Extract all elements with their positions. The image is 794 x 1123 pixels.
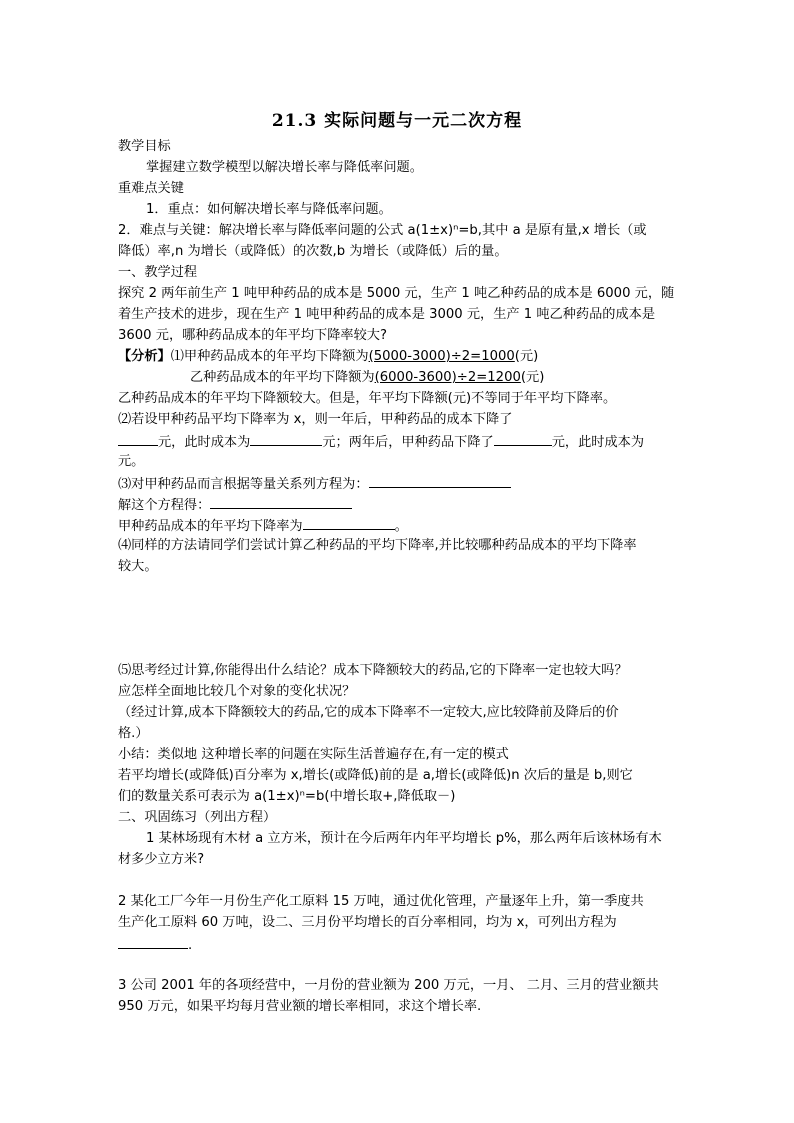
exercise-3-line1: 3 公司 2001 年的各项经营中，一月份的营业额为 200 万元，一月、 二月、三月的营业额共: [118, 978, 659, 993]
analysis-1-value: (5000-3000)÷2=1000: [368, 349, 515, 364]
exercise-1-line1: 1 某林场现有木材 a 立方米，预计在今后两年内年平均增长 p%，那么两年后该林场有木: [146, 831, 662, 846]
question-2-line3: 元。: [118, 454, 145, 469]
question-3-line3: [118, 515, 408, 537]
answer-blank[interactable]: [210, 494, 352, 509]
summary-line2: 若平均增长(或降低)百分率为 x,增长(或降低)前的是 a,增长(或降低)n 次后的量是 b,则它: [118, 768, 633, 783]
question-2-text-c: 元，此时成本为: [551, 435, 645, 450]
exercise-1-line2: 材多少立方米?: [118, 852, 205, 867]
answer-blank[interactable]: [250, 431, 322, 446]
question-3-rate-label: 甲种药品成本的年平均下降率为: [118, 519, 303, 534]
analysis-tag: 【分析】: [118, 349, 171, 364]
question-2-text-a: 元，此时成本为: [158, 435, 251, 450]
question-3-solve-label: 解这个方程得：: [118, 498, 211, 513]
answer-blank[interactable]: [303, 515, 395, 530]
analysis-line3: 乙种药品成本的年平均下降额较大。但是，年平均下降额(元)不等同于年平均下降率。: [118, 391, 617, 406]
analysis-2-unit: (元): [520, 370, 545, 385]
question-2-line1: ⑵若设甲种药品平均下降率为 x，则一年后，甲种药品的成本下降了: [118, 412, 513, 427]
question-3-end: 。: [394, 519, 408, 534]
analysis-2-prefix: 乙种药品成本的年平均下降额为: [190, 370, 375, 385]
explore-line3: 3600 元，哪种药品成本的年平均下降率较大?: [118, 328, 387, 343]
goals-heading: 教学目标: [118, 139, 171, 154]
question-4-line2: 较大。: [118, 559, 158, 574]
answer-blank[interactable]: [494, 431, 552, 446]
question-3-equation-label: ⑶对甲种药品而言根据等量关系列方程为：: [118, 477, 369, 492]
key-point-2-line2: 降低）率,n 为增长（或降低）的次数,b 为增长（或降低）后的量。: [118, 244, 508, 259]
key-points-heading: 重难点关键: [118, 181, 184, 196]
exercise-2-end: .: [188, 938, 193, 953]
goals-text: 掌握建立数学模型以解决增长率与降低率问题。: [146, 160, 423, 175]
answer-blank[interactable]: [118, 934, 188, 949]
analysis-1-prefix: ⑴甲种药品成本的年平均下降额为: [170, 349, 369, 364]
question-5-line3: （经过计算,成本下降额较大的药品,它的成本下降率不一定较大,应比较降前及降后的价: [118, 705, 619, 720]
answer-blank[interactable]: [118, 431, 158, 446]
question-3-line2: [118, 494, 352, 516]
exercise-3-line2: 950 万元，如果平均每月营业额的增长率相同，求这个增长率.: [118, 999, 482, 1014]
summary-line3: 们的数量关系可表示为 a(1±x)ⁿ=b(中增长取+,降低取－): [118, 789, 456, 804]
page-title: 21.3 实际问题与一元二次方程: [271, 111, 523, 131]
analysis-1-unit: (元): [514, 349, 539, 364]
summary-line1: 小结：类似地 这种增长率的问题在实际生活普遍存在,有一定的模式: [118, 747, 509, 762]
explore-line1: 探究 2 两年前生产 1 吨甲种药品的成本是 5000 元，生产 1 吨乙种药品的成本是 6000 元，随: [118, 286, 675, 301]
answer-blank[interactable]: [369, 473, 511, 488]
question-2-text-b: 元；两年后，甲种药品下降了: [322, 435, 494, 450]
analysis-line2: [190, 368, 544, 388]
process-heading: 一、教学过程: [118, 265, 198, 280]
question-4-line1: ⑷同样的方法请同学们尝试计算乙种药品的平均下降率,并比较哪种药品成本的平均下降率: [118, 538, 637, 553]
exercise-2-line2: 生产化工原料 60 万吨，设二、三月份平均增长的百分率相同，均为 x，可列出方程为: [118, 915, 617, 930]
practice-heading: 二、巩固练习（列出方程）: [118, 810, 277, 825]
key-point-2-line1: 2．难点与关键：解决增长率与降低率问题的公式 a(1±x)ⁿ=b,其中 a 是原有量,x 增长（或: [118, 223, 647, 238]
analysis-2-value: (6000-3600)÷2=1200: [374, 370, 521, 385]
exercise-2-line1: 2 某化工厂今年一月份生产化工原料 15 万吨，通过优化管理，产量逐年上升，第一季度共: [118, 894, 644, 909]
explore-line2: 着生产技术的进步，现在生产 1 吨甲种药品的成本是 3000 元，生产 1 吨乙种药品的成本是: [118, 307, 656, 322]
question-5-line4: 格.）: [118, 726, 149, 741]
question-2-line2: [118, 431, 644, 453]
analysis-line1: [118, 347, 538, 367]
exercise-2-line3: [118, 934, 192, 956]
key-point-1: 1．重点：如何解决增长率与降低率问题。: [146, 202, 392, 217]
question-5-line2: 应怎样全面地比较几个对象的变化状况？: [118, 684, 356, 699]
question-5-line1: ⑸思考经过计算,你能得出什么结论？成本下降额较大的药品,它的下降率一定也较大吗？: [118, 663, 628, 678]
question-3-line1: [118, 473, 511, 495]
